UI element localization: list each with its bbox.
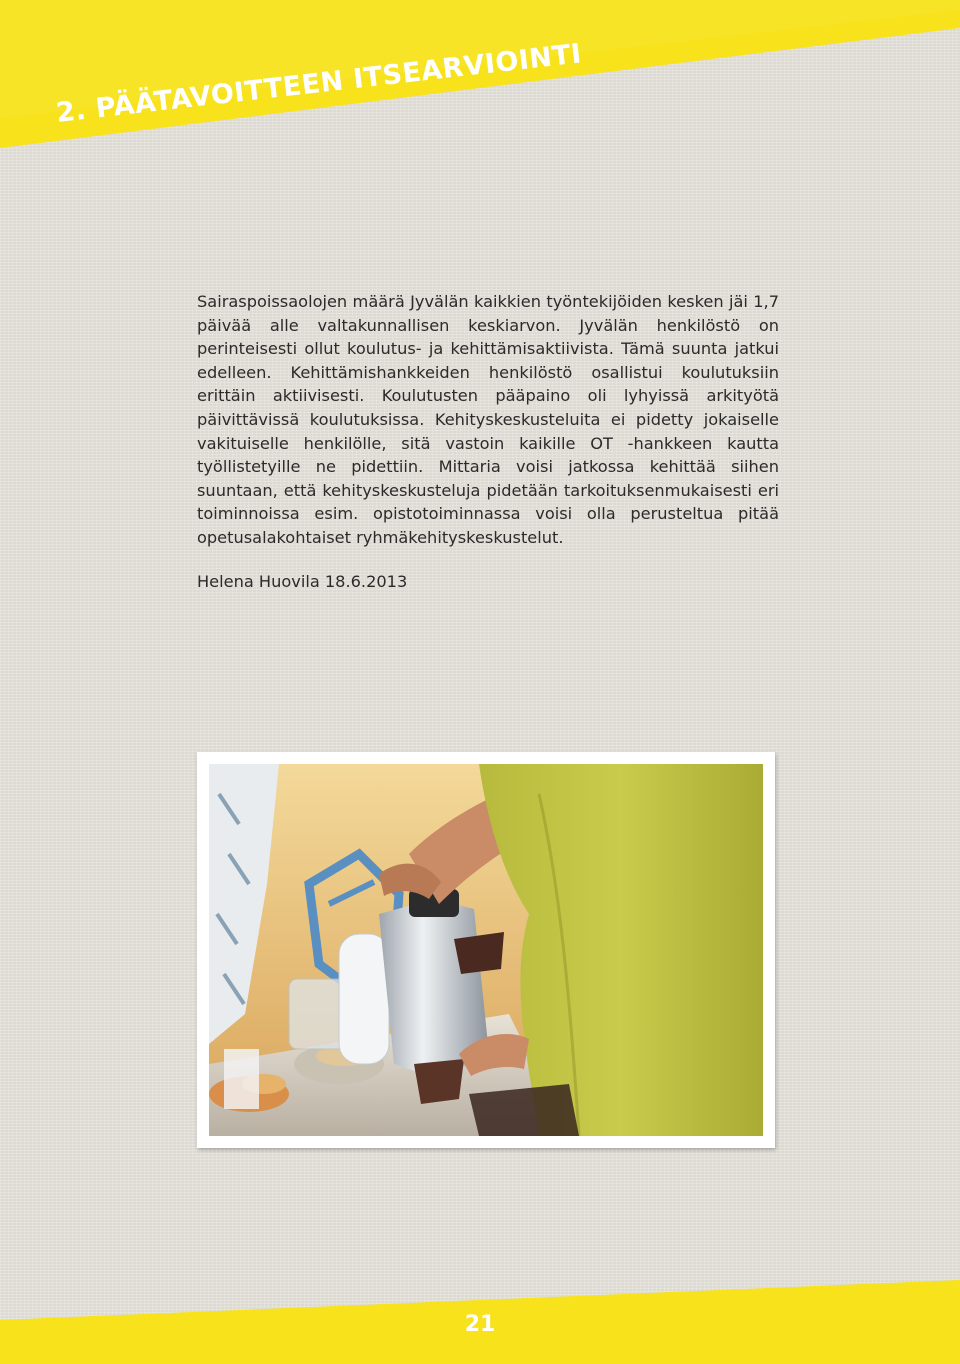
body-paragraph: Sairaspoissaolojen määrä Jyvälän kaikkien työntekijöiden kesken jäi 1,7 päivää alle valtakunnallisen keskiarvon. Jyvälän henkilöstö on perinteisesti ollut koulutus- ja kehittämisaktiivista. Tämä suunta jatkui edelleen. Kehittämishankkeiden henkilöstö osallistui koulutuksiin erittäin aktiivisesti. Koulutusten pääpaino oli lyhyissä arkityötä päivittävissä koulutuksissa. Kehityskeskusteluita ei pidetty jokaiselle vakituiselle henkilölle, sitä vastoin kaikille OT -hankkeen kautta työllistetyille ne pidettiin. Mittaria voisi jatkossa kehittää siihen suuntaan, että kehityskeskusteluja pidetään tarkoituksenmukaisesti eri toiminnoissa esim. opistotoiminnassa voisi olla perusteltua pitää opetusalakohtaiset ryhmäkehityskeskustelut.: [197, 292, 779, 547]
section-title: 2. PÄÄTAVOITTEEN ITSEARVIOINTI: [54, 38, 584, 129]
photo-coffee-service: [209, 764, 763, 1136]
author-date: Helena Huovila 18.6.2013: [197, 572, 408, 591]
page-number: 21: [464, 1312, 496, 1337]
photo-frame: [197, 752, 775, 1148]
